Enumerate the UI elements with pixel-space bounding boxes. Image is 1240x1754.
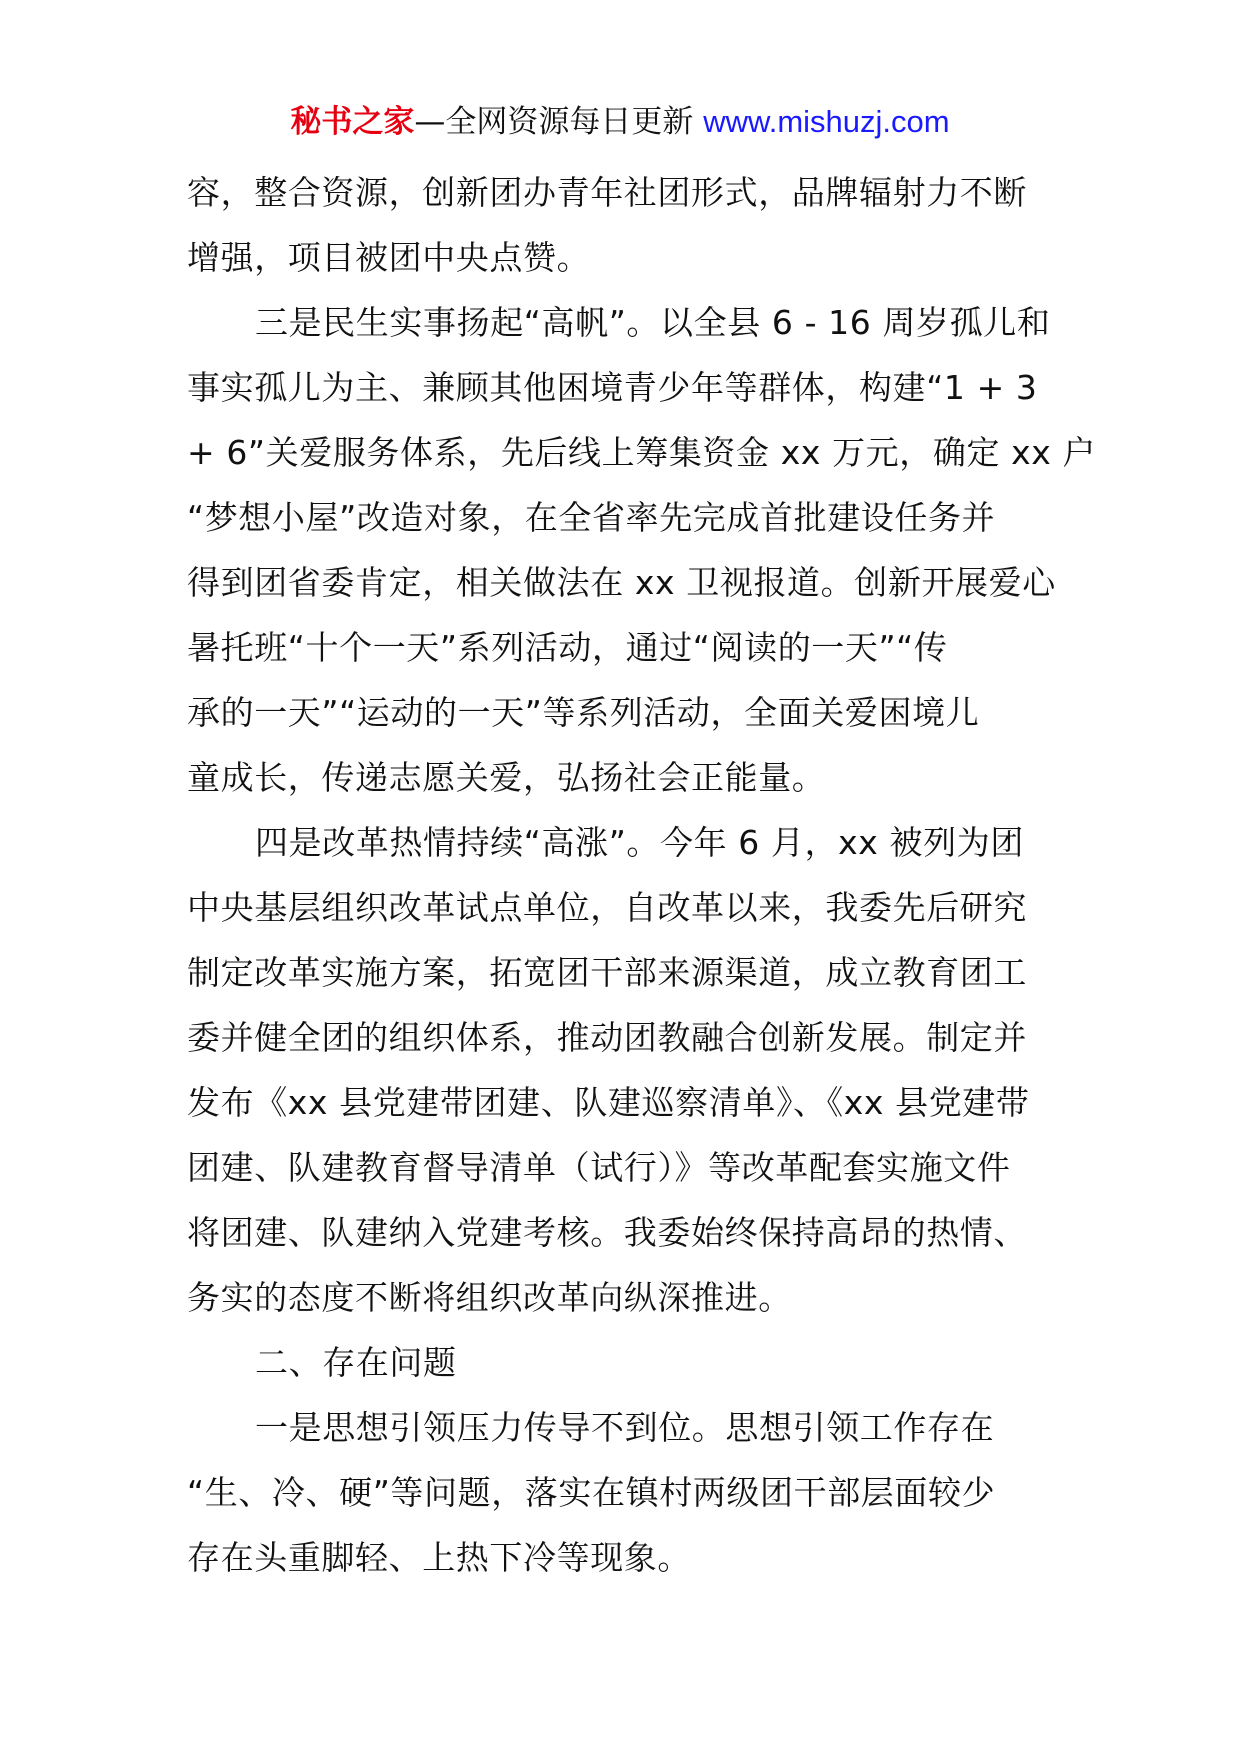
- text-line: 将团建、队建纳入党建考核。我委始终保持高昂的热情、: [187, 1213, 1027, 1252]
- text-line: 存在头重脚轻、上热下冷等现象。: [187, 1538, 691, 1577]
- text-line: “生、冷、硬”等问题，落实在镇村两级团干部层面较少: [187, 1473, 996, 1512]
- header-tagline: —全网资源每日更新: [414, 104, 694, 140]
- document-body: [187, 160, 1097, 1590]
- text-line: 事实孤儿为主、兼顾其他困境青少年等群体，构建“1 + 3: [187, 368, 1038, 407]
- text-line: 得到团省委肯定，相关做法在 xx 卫视报道。创新开展爱心: [187, 563, 1056, 602]
- paragraph-start-line: 一是思想引领压力传导不到位。思想引领工作存在: [255, 1408, 995, 1447]
- text-line: 暑托班“十个一天”系列活动，通过“阅读的一天”“传: [187, 628, 948, 667]
- text-line: 务实的态度不断将组织改革向纵深推进。: [187, 1278, 792, 1317]
- text-line: + 6”关爱服务体系，先后线上筹集资金 xx 万元，确定 xx 户: [187, 433, 1097, 472]
- section-heading: 二、存在问题: [255, 1343, 457, 1382]
- text-line: 团建、队建教育督导清单（试行）》等改革配套实施文件: [187, 1148, 1011, 1187]
- text-line: 增强，项目被团中央点赞。: [187, 238, 591, 277]
- text-line: 发布《xx 县党建带团建、队建巡察清单》、《xx 县党建带: [187, 1083, 1030, 1122]
- brand-name: 秘书之家: [290, 104, 415, 140]
- text-line: 制定改革实施方案，拓宽团干部来源渠道，成立教育团工: [187, 953, 1027, 992]
- paragraph-start-line: 四是改革热情持续“高涨”。今年 6 月，xx 被列为团: [255, 823, 1024, 862]
- paragraph-start-line: 三是民生实事扬起“高帆”。以全县 6 - 16 周岁孤儿和: [255, 303, 1051, 342]
- text-line: 委并健全团的组织体系，推动团教融合创新发展。制定并: [187, 1018, 1027, 1057]
- site-url-link[interactable]: www.mishuzj.com: [703, 104, 950, 139]
- text-line: 承的一天”“运动的一天”等系列活动，全面关爱困境儿: [187, 693, 980, 732]
- text-line: 童成长，传递志愿关爱，弘扬社会正能量。: [187, 758, 826, 797]
- text-line: 容，整合资源，创新团办青年社团形式，品牌辐射力不断: [187, 173, 1027, 212]
- text-line: 中央基层组织改革试点单位，自改革以来，我委先后研究: [187, 888, 1027, 927]
- page-header: [0, 100, 1240, 144]
- text-line: “梦想小屋”改造对象，在全省率先完成首批建设任务并: [187, 498, 996, 537]
